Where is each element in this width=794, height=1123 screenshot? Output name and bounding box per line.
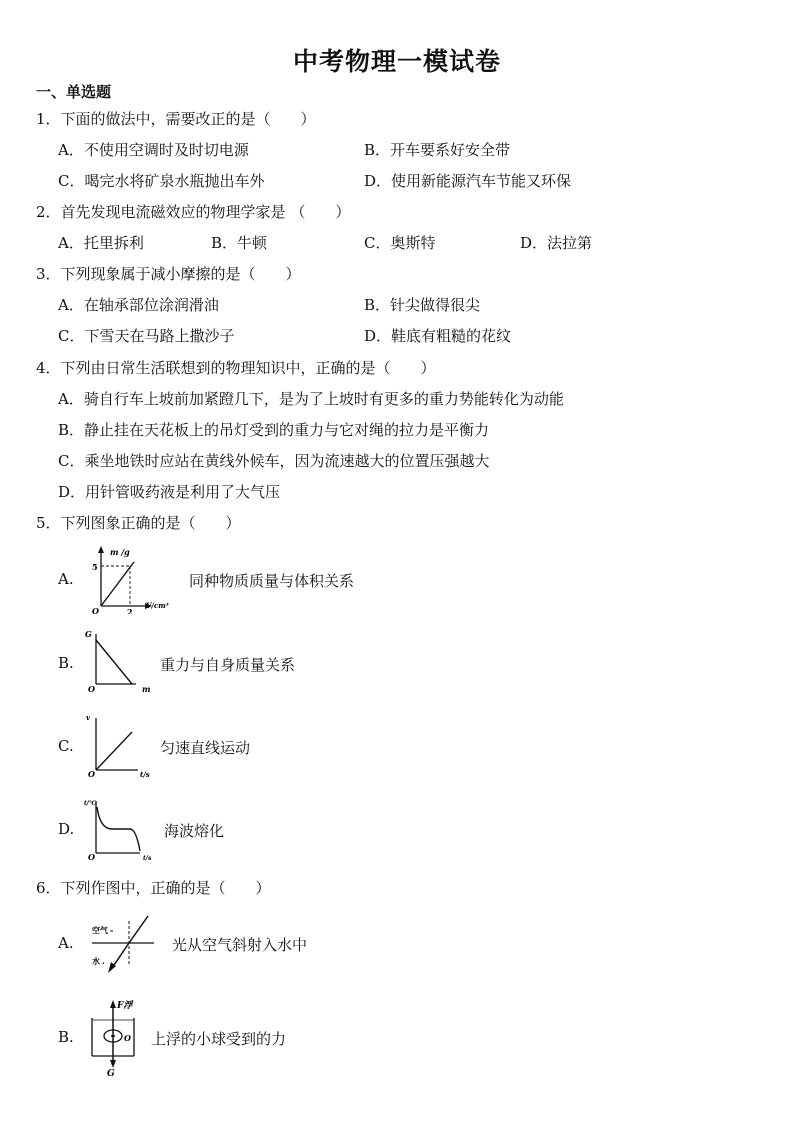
hypo-melting-graph — [84, 793, 158, 861]
question-3-option-d: D．鞋底有粗糙的花纹 — [364, 327, 512, 345]
question-5-option-c-description: 匀速直线运动 — [160, 739, 251, 757]
question-4-stem: 4．下列由日常生活联想到的物理知识中，正确的是（ ） — [36, 359, 436, 377]
question-2-option-c: C．奥斯特 — [364, 234, 436, 252]
question-2-stem: 2．首先发现电流磁效应的物理学家是 （ ） — [36, 203, 351, 221]
question-5-option-b-description: 重力与自身质量关系 — [160, 656, 296, 674]
origin-label: O — [88, 769, 95, 778]
temperature-axis-label: t/℃ — [84, 800, 97, 807]
section-heading: 一、单选题 — [36, 83, 112, 101]
question-5-option-b-letter: B. — [58, 654, 74, 672]
question-1-option-d: D．使用新能源汽车节能又环保 — [364, 172, 572, 190]
question-4-option-b: B．静止挂在天花板上的吊灯受到的重力与它对绳的拉力是平衡力 — [58, 421, 490, 439]
gravity-axis-label: G — [85, 629, 92, 639]
mass-axis-label: m /g — [110, 547, 130, 557]
refraction-diagram — [88, 913, 158, 975]
question-6-option-b-description: 上浮的小球受到的力 — [151, 1030, 287, 1048]
origin-label: O — [92, 606, 99, 614]
question-5-option-c-letter: C. — [58, 737, 74, 755]
point-label: O — [124, 1033, 131, 1043]
question-1-option-b: B．开车要系好安全带 — [364, 141, 511, 159]
volume-axis-label: V/cm³ — [146, 601, 169, 610]
gravity-mass-graph — [84, 626, 154, 694]
question-6-option-a-letter: A. — [58, 934, 74, 952]
question-5-stem: 5．下列图象正确的是（ ） — [36, 514, 241, 532]
question-6-option-a-description: 光从空气斜射入水中 — [172, 936, 308, 954]
question-5-option-d-description: 海波熔化 — [164, 822, 225, 840]
question-5-option-a-description: 同种物质质量与体积关系 — [189, 572, 355, 590]
question-5-option-d-letter: D. — [58, 820, 75, 838]
mass-axis-label: m — [142, 684, 151, 694]
question-3-option-c: C．下雪天在马路上撒沙子 — [58, 327, 235, 345]
mass-volume-graph — [88, 544, 180, 614]
origin-label: O — [88, 684, 95, 694]
page-title: 中考物理一模试卷 — [292, 47, 501, 76]
question-5-option-a-letter: A. — [58, 570, 74, 588]
svg-text:-: - — [110, 925, 114, 935]
buoyancy-label: F浮 — [117, 1001, 133, 1011]
question-6-stem: 6．下列作图中，正确的是（ ） — [36, 879, 271, 897]
time-axis-label: t/s — [143, 855, 152, 861]
svg-text:.: . — [102, 956, 105, 966]
question-3-stem: 3．下列现象属于减小摩擦的是（ ） — [36, 265, 301, 283]
question-3-option-a: A．在轴承部位涂润滑油 — [58, 296, 219, 314]
question-4-option-d: D．用针管吸药液是利用了大气压 — [58, 483, 281, 501]
question-3-option-b: B．针尖做得很尖 — [364, 296, 481, 314]
question-2-option-d: D．法拉第 — [520, 234, 593, 252]
question-1-option-a: A．不使用空调时及时切电源 — [58, 141, 249, 159]
question-1-option-c: C．喝完水将矿泉水瓶抛出车外 — [58, 172, 265, 190]
air-label: 空气 — [92, 925, 108, 935]
volume-tick-label: 2 — [127, 607, 133, 614]
question-4-option-a: A．骑自行车上坡前加紧蹬几下，是为了上坡时有更多的重力势能转化为动能 — [58, 390, 564, 408]
floating-ball-force-diagram — [88, 996, 150, 1078]
water-label: 水 — [92, 956, 100, 966]
gravity-label: G — [107, 1069, 115, 1078]
mass-tick-label: 5 — [92, 562, 98, 572]
time-axis-label: t/s — [140, 770, 150, 778]
velocity-time-graph — [84, 710, 156, 778]
origin-label: O — [88, 852, 95, 861]
question-2-option-a: A．托里拆利 — [58, 234, 144, 252]
question-4-option-c: C．乘坐地铁时应站在黄线外候车，因为流速越大的位置压强越大 — [58, 452, 490, 470]
question-2-option-b: B．牛顿 — [211, 234, 268, 252]
velocity-axis-label: v — [86, 713, 91, 722]
question-1-stem: 1．下面的做法中，需要改正的是（ ） — [36, 110, 316, 128]
question-6-option-b-letter: B. — [58, 1028, 74, 1046]
